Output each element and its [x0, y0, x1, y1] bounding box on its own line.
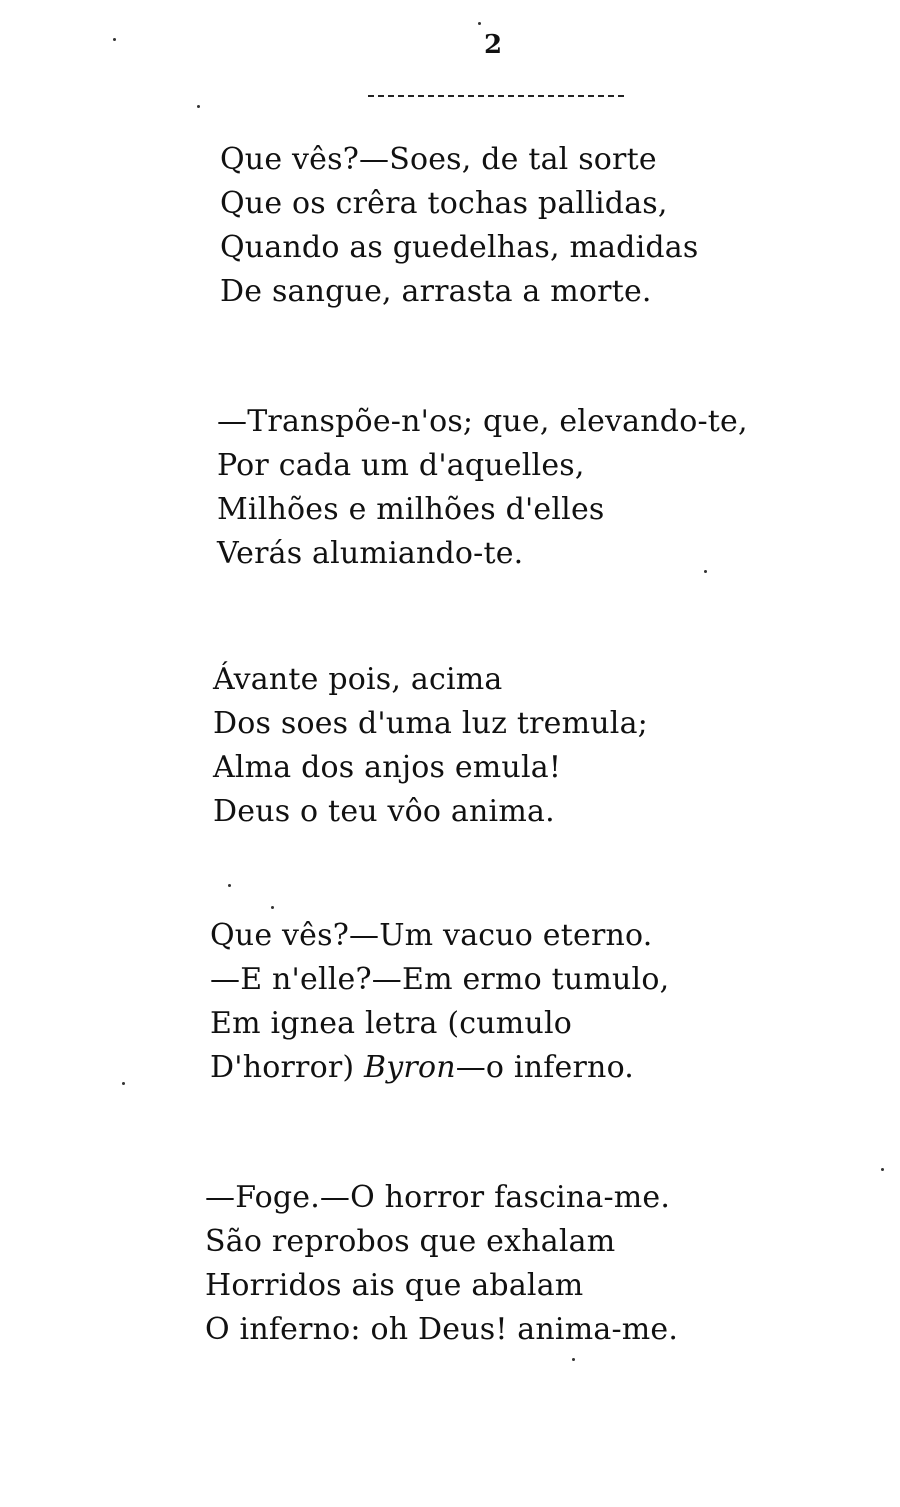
verse-line: De sangue, arrasta a morte.: [220, 274, 652, 309]
scan-speck: [271, 906, 274, 909]
verse-line: Por cada um d'aquelles,: [217, 448, 585, 483]
scan-speck: [228, 884, 231, 887]
scan-speck: [113, 38, 116, 41]
stanza-1: [220, 138, 698, 314]
verse-line: Que vês?—Um vacuo eterno.: [210, 918, 653, 953]
verse-line: Em ignea letra (cumulo: [210, 1006, 572, 1041]
scan-speck: [572, 1358, 575, 1361]
header-rule: [368, 95, 624, 97]
verse-line: Dos soes d'uma luz tremula;: [213, 706, 648, 741]
stanza-5: [205, 1176, 678, 1352]
verse-italic-name: Byron: [364, 1050, 456, 1085]
scan-speck: [881, 1168, 884, 1171]
verse-line: Que vês?—Soes, de tal sorte: [220, 142, 657, 177]
verse-line: Ávante pois, acima: [213, 662, 503, 697]
stanza-3: [213, 658, 648, 834]
scan-speck: [122, 1082, 125, 1085]
verse-line: Milhões e milhões d'elles: [217, 492, 605, 527]
verse-line: São reprobos que exhalam: [205, 1224, 616, 1259]
page-number: 2: [484, 30, 503, 60]
verse-line: —Foge.—O horror fascina-me.: [205, 1180, 671, 1215]
scan-speck: [478, 22, 481, 25]
verse-line: Horridos ais que abalam: [205, 1268, 584, 1303]
scan-speck: [197, 105, 200, 108]
verse-line: Quando as guedelhas, madidas: [220, 230, 699, 265]
verse-line: O inferno: oh Deus! anima-me.: [205, 1312, 679, 1347]
verse-segment: —o inferno.: [455, 1050, 635, 1085]
verse-line: [210, 1046, 669, 1090]
scan-speck: [704, 570, 707, 573]
verse-line: Verás alumiando-te.: [217, 536, 524, 571]
verse-line: Alma dos anjos emula!: [213, 750, 562, 785]
stanza-2: [217, 400, 748, 576]
verse-line: Que os crêra tochas pallidas,: [220, 186, 668, 221]
verse-line: Deus o teu vôo anima.: [213, 794, 555, 829]
verse-line: —Transpõe-n'os; que, elevando-te,: [217, 404, 748, 439]
stanza-4: [210, 914, 669, 1090]
verse-line: —E n'elle?—Em ermo tumulo,: [210, 962, 670, 997]
verse-segment: D'horror): [210, 1050, 365, 1085]
